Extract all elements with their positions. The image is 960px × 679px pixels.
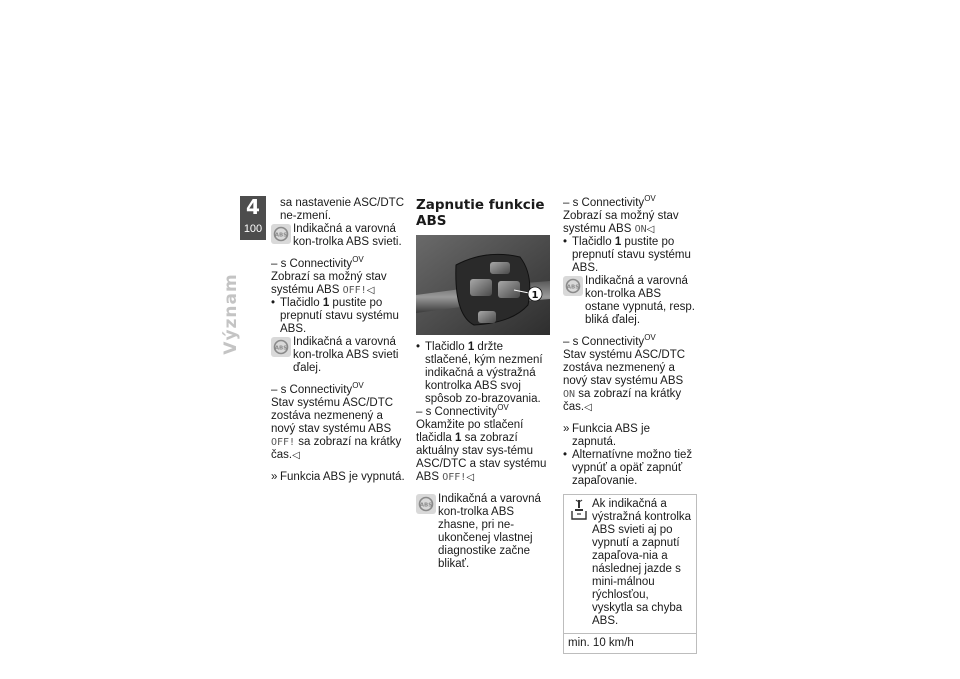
svg-text:ABS: ABS: [419, 502, 433, 509]
paragraph: Zobrazí sa možný stav systému ABS OFF!◁: [271, 271, 387, 296]
note-box: [563, 494, 697, 654]
paragraph: Stav systému ASC/DTC zostáva nezmenený a nový stav systému ABS OFF! sa zobrazí na krátky čas.◁: [271, 397, 402, 461]
column-1: [271, 197, 405, 484]
paragraph: sa nastavenie ASC/DTC ne-zmení.: [280, 197, 405, 222]
paragraph: Stav systému ASC/DTC zostáva nezmenený a nový stav systému ABS ON sa zobrazí na krátky čas.◁: [563, 349, 686, 413]
abs-warning-lamp-icon: [563, 276, 583, 296]
section-title: Zapnutie funkcie ABS: [416, 197, 545, 229]
handlebar-switch-photo: [416, 235, 550, 335]
abs-warning-lamp-icon: [271, 224, 291, 244]
chapter-tab: [240, 196, 266, 240]
result-item: » Funkcia ABS je zapnutá.: [563, 423, 697, 449]
svg-text:ABS: ABS: [274, 345, 288, 352]
callout-label: 1: [531, 289, 539, 301]
option-heading: – s Connectivity$^{OV}$: [563, 333, 656, 348]
option-heading: – s Connectivity$^{OV}$: [271, 255, 364, 270]
note-value: min. 10 km/h: [564, 633, 696, 653]
bullet-item: • Tlačidlo 1 držte stlačené, kým nezmení indikačná a výstražná kontrolka ABS svoj spôsob zo-brazovania.: [416, 341, 550, 406]
section-label: Význam: [221, 273, 241, 355]
paragraph: Zobrazí sa možný stav systému ABS ON◁: [563, 210, 679, 235]
paragraph: Okamžite po stlačení tlačidla 1 sa zobrazí aktuálny stav sys-tému ASC/DTC a stav systému ABS OFF!◁: [416, 419, 547, 483]
bullet-item: • Alternatívne možno tiež vypnúť a opäť zapnúť zapaľovanie.: [563, 449, 697, 488]
abs-lamp-note: [271, 223, 405, 249]
lamp-text: Indikačná a varovná kon-trolka ABS svieti.: [293, 223, 402, 248]
abs-lamp-note: [563, 275, 697, 327]
column-3: [563, 194, 697, 654]
option-heading: – s Connectivity$^{OV}$: [563, 194, 656, 209]
abs-warning-lamp-icon: [416, 494, 436, 514]
option-heading: – s Connectivity$^{OV}$: [416, 403, 509, 418]
option-heading: – s Connectivity$^{OV}$: [271, 381, 364, 396]
svg-text:ABS: ABS: [566, 284, 580, 291]
result-item: » Funkcia ABS je vypnutá.: [271, 471, 405, 484]
lamp-text: Indikačná a varovná kon-trolka ABS svieti ďalej.: [293, 336, 399, 374]
lamp-text: Indikačná a varovná kon-trolka ABS zhasne, pri ne-ukončenej vlastnej diagnostike začne blikať.: [438, 493, 541, 570]
lamp-text: Indikačná a varovná kon-trolka ABS ostane vypnutá, resp. bliká ďalej.: [585, 275, 695, 326]
note-body: [564, 495, 696, 633]
note-text: Ak indikačná a výstražná kontrolka ABS svieti aj po vypnutí a zapnutí zapaľova-nia a následnej jazde s mini-málnou rýchlosťou, vyskytla sa chyba ABS.: [592, 498, 692, 627]
column-2: [416, 197, 550, 571]
bullet-item: • Tlačidlo 1 pustite po prepnutí stavu systému ABS.: [563, 236, 697, 275]
abs-lamp-note: [416, 493, 550, 571]
bullet-item: • Tlačidlo 1 pustite po prepnutí stavu systému ABS.: [271, 297, 405, 336]
chapter-number: 4: [246, 195, 260, 219]
svg-text:ABS: ABS: [274, 232, 288, 239]
abs-warning-lamp-icon: [271, 337, 291, 357]
abs-lamp-note: [271, 336, 405, 375]
page-number: 100: [243, 223, 263, 235]
wrench-hand-icon: [569, 499, 589, 521]
